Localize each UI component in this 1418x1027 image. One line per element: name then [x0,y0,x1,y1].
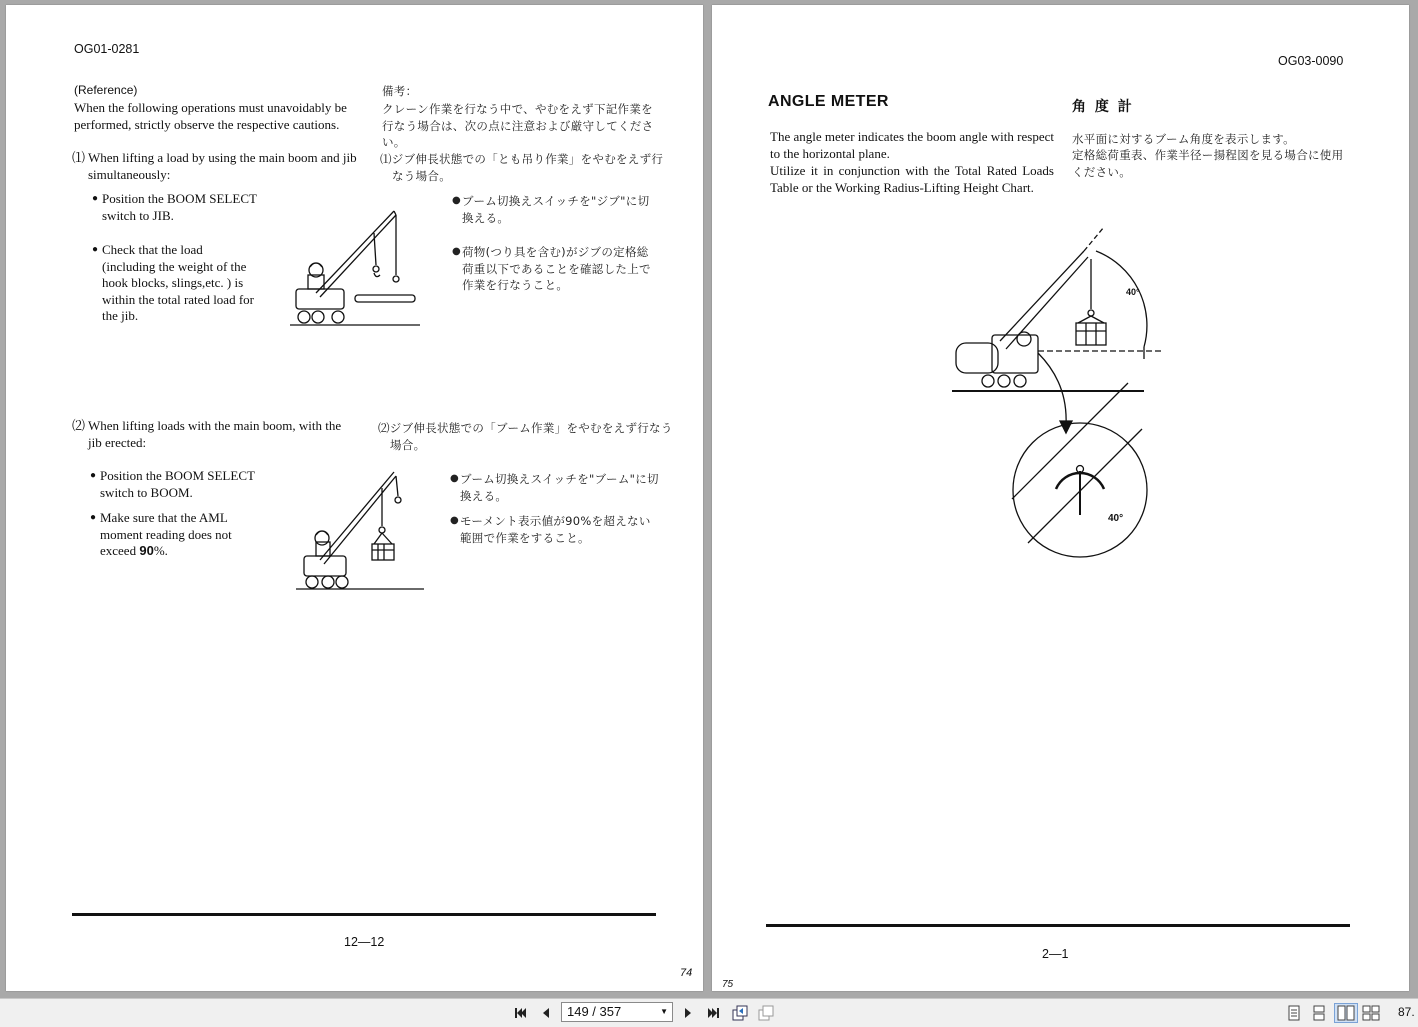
section2-bullets [90,468,262,501]
section1-bullets-jp-2 [452,244,658,294]
corner-mark: 74 [680,967,693,979]
section2-bullets-jp [450,471,660,504]
section1-bullet-2-jp: ● 荷物(つり具を含む)がジブの定格総荷重以下であることを確認した上で作業を行なうこと。 [452,244,658,294]
section2-bullet-2-post: %. [153,543,168,559]
single-page-view-button[interactable] [1284,1003,1304,1023]
first-page-icon [514,1006,528,1020]
reference-text-jp: クレーン作業を行なう中で、やむをえず下記作業を行なう場合は、次の点に注意および厳守してください。 [382,102,654,150]
right-page [712,5,1409,991]
section1-bullets-jp [452,193,658,226]
left-page [6,5,703,991]
page-number-select[interactable] [561,1002,673,1022]
page-indicator: 149 / 357 [567,1004,622,1019]
last-page-button[interactable] [703,1003,723,1023]
section2-heading: ⑵ When lifting loads with the main boom, with the jib erected: [72,418,342,450]
crane-boom-illustration [296,468,426,593]
reference-label-jp: 備考： [382,84,418,98]
doc-code: OG03-0090 [1278,54,1344,68]
section2-bullet-2-jp: ● モーメント表示値が90%を超えない範囲で作業をすること。 [450,513,660,546]
chevron-down-icon: ▼ [660,1007,668,1016]
footer-rule [72,913,656,916]
reference-label: (Reference) [74,83,138,97]
angle-meter-illustration [948,223,1178,563]
reference-text: When the following operations must unavoidably be performed, strictly observe the respective cautions. [74,100,347,132]
next-page-icon [681,1006,695,1020]
section2-bullet-2 [90,510,250,560]
footer-rule [766,924,1350,927]
navigation-toolbar [0,998,1418,1027]
section1-bullet-1-jp: ● ブーム切換えスイッチを"ジブ"に切換える。 [452,193,658,226]
section2-bullets-jp-2 [450,513,660,546]
section2-bullet-2-pre: Make sure that the AML moment reading does not exceed [100,510,232,559]
facing-continuous-icon [1362,1005,1380,1021]
section2-bullets-2 [90,510,250,560]
prev-page-icon [539,1006,553,1020]
page-number: 12—12 [344,935,385,949]
section2-bullet-1-jp: ● ブーム切換えスイッチを"ブーム"に切換える。 [450,471,660,504]
forward-view-button[interactable] [756,1003,776,1023]
continuous-page-icon [1312,1005,1326,1021]
back-view-button[interactable] [730,1003,750,1023]
zoom-level[interactable]: 87. [1398,1005,1415,1019]
body-text-1: The angle meter indicates the boom angle with respect to the horizontal plane. [770,129,1054,161]
section2-heading-jp: ⑵ジブ伸長状態での「ブーム作業」をやむをえず行なう場合。 [378,421,673,452]
section1-bullets [92,191,264,224]
section-title-jp: 角 度 計 [1072,99,1134,115]
section2-bullet-1: ● Position the BOOM SELECT switch to BOOM. [90,468,262,501]
body-text-2: Utilize it in conjunction with the Total Rated Loads Table or the Working Radius-Lifting Height Chart. [770,163,1054,195]
prev-page-button[interactable] [536,1003,556,1023]
doc-code: OG01-0281 [74,42,140,56]
section1-bullet-1: ● Position the BOOM SELECT switch to JIB. [92,191,264,224]
single-page-icon [1287,1005,1301,1021]
first-page-button[interactable] [511,1003,531,1023]
facing-view-button[interactable] [1334,1003,1358,1023]
forward-view-icon [758,1005,774,1021]
next-page-button[interactable] [678,1003,698,1023]
angle-label-top: 40° [1126,287,1140,297]
facing-continuous-view-button[interactable] [1361,1003,1381,1023]
section1-heading-jp: ⑴ジブ伸長状態での「とも吊り作業」をやむをえず行なう場合。 [380,152,664,183]
body-text-1-jp: 水平面に対するブーム角度を表示します。 [1072,132,1295,146]
continuous-view-button[interactable] [1309,1003,1329,1023]
section2-bullet-2-value: 90 [139,543,154,559]
facing-pages-icon [1337,1005,1355,1021]
body-text-2-jp: 定格総荷重表、作業半径ー揚程図を見る場合に使用ください。 [1072,148,1344,179]
back-view-icon [732,1005,748,1021]
crane-jib-illustration [290,205,420,330]
section1-bullets-2 [92,242,254,325]
section1-bullet-2: ● Check that the load (including the weight of the hook blocks, slings,etc. ) is within the total rated load for the jib. [92,242,254,325]
last-page-icon [706,1006,720,1020]
page-number: 2—1 [1042,947,1069,961]
section1-heading: ⑴ When lifting a load by using the main boom and jib simultaneously: [72,150,357,182]
angle-label-dial: 40° [1108,513,1124,524]
corner-mark: 75 [722,979,734,990]
section-title: ANGLE METER [768,93,889,110]
